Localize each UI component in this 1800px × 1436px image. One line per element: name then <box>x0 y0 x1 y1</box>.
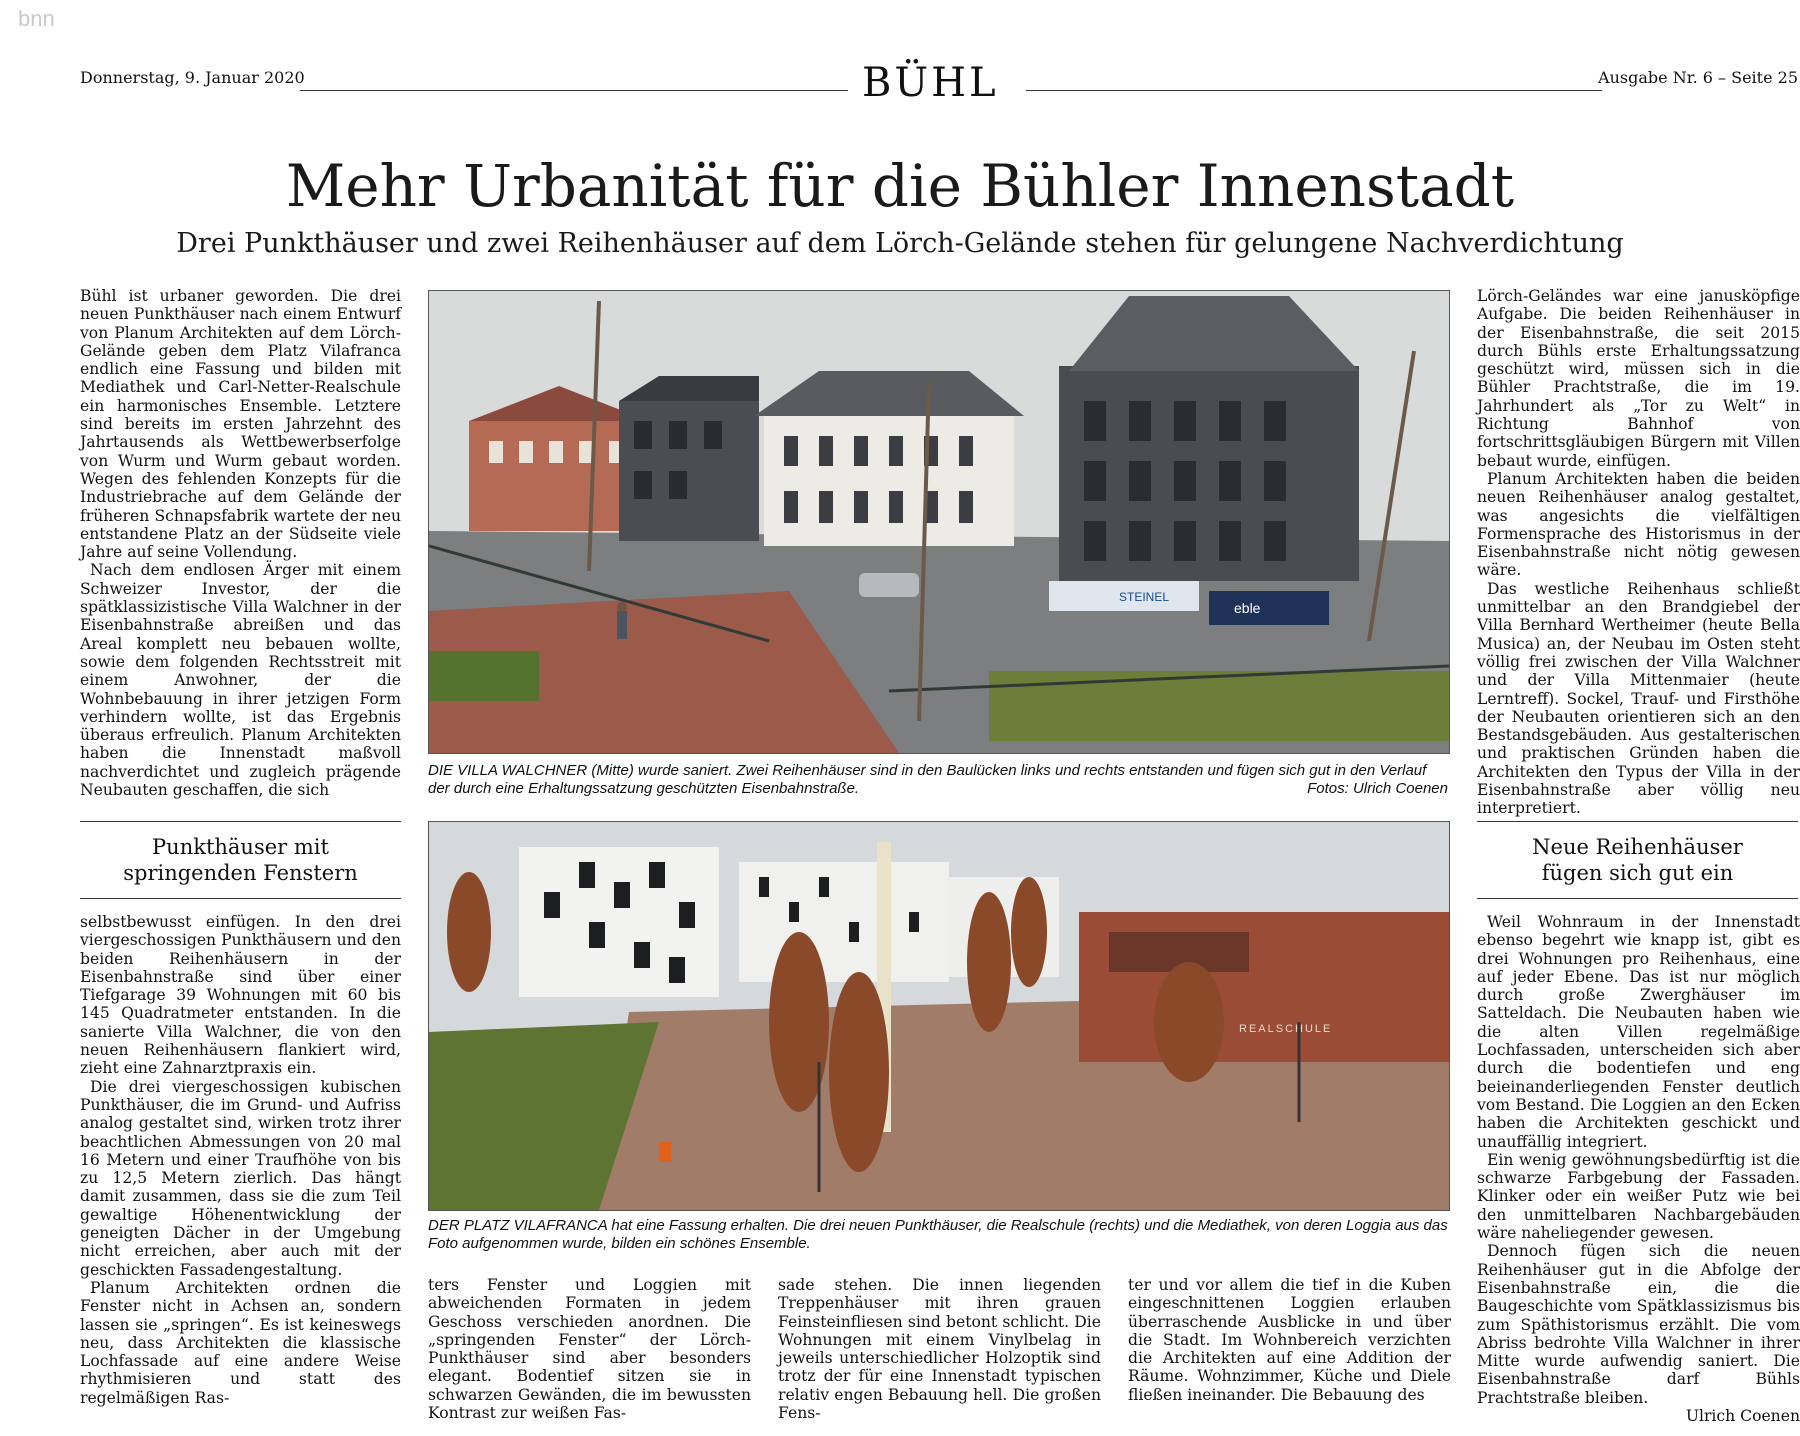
paragraph: Weil Wohnraum in der Innenstadt ebenso begehrt wie knapp ist, gibt es drei Wohnungen pro Reihenhaus, eine auf jeder Ebene. Das ist nur möglich durch große Zwerghäuser im Satteldach. Die Neubauten haben wie die alten Villen regelmäßige Lochfassaden, unterscheiden sich aber durch die bodentiefen und eng beieinanderliegenden Fenster deutlich vom Bestand. Die Loggien an den Ecken haben die Architekten geschickt und unauffällig integriert. <box>1477 913 1800 1151</box>
subheading-reihenhaeuser <box>1477 821 1798 899</box>
section-title: BÜHL <box>862 60 999 106</box>
subheading-line: Punkthäuser mit <box>152 835 329 859</box>
subheading-line: fügen sich gut ein <box>1541 861 1734 885</box>
photo-platz-vilafranca-caption: DER PLATZ VILAFRANCA hat eine Fassung erhalten. Die drei neuen Punkthäuser, die Realschule (rechts) und die Mediathek, von deren Loggia aus das Foto aufgenommen wurde, bilden ein schönes Ensemble. <box>428 1217 1448 1252</box>
photo-platz-vilafranca <box>428 821 1450 1211</box>
issue-number: Ausgabe Nr. 6 – Seite 25 <box>1598 68 1798 87</box>
paragraph: Bühl ist urbaner geworden. Die drei neuen Punkthäuser nach einem Entwurf von Planum Architekten auf dem Lörch-Gelände geben dem Platz Vilafranca endlich eine Fassung und bilden mit Mediathek und Carl-Netter-Realschule ein harmonisches Ensemble. Letztere sind bereits im ersten Jahrzehnt des Jahrtausends als Wettbewerbserfolge von Wurm und Wurm gebaut worden. Wegen des fehlenden Konzepts für die Industriebrache auf dem Gelände der früheren Schnapsfabrik wartete der neu entstandene Platz an der Südseite viele Jahre auf seine Vollendung. <box>80 287 401 562</box>
photo-villa-walchner-image <box>429 291 1449 753</box>
paragraph: Nach dem endlosen Ärger mit einem Schweizer Investor, der die spätklassizistische Villa Walchner in der Eisenbahnstraße abreißen und das Areal komplett neu bebauen wollte, sowie dem folgenden Rechtsstreit mit einem Anwohner, der die Wohnbebauung in ihrer jetzigen Form verhindern wollte, ist das Ergebnis überaus erfreulich. Planum Architekten haben die Innenstadt maßvoll nachverdichtet und zugleich prägende Neubauten geschaffen, die sich <box>80 561 401 800</box>
photo-sign-realschule: REALSCHULE <box>1239 1023 1333 1035</box>
photo-sign-steinel: STEINEL <box>1119 590 1170 604</box>
paragraph: Ein wenig gewöhnungsbedürftig ist die schwarze Farbgebung der Fassaden. Klinker oder ein weißer Putz wie bei den unmittelbaren Nachbargebäuden wäre naheliegender gewesen. <box>1477 1150 1800 1243</box>
paragraph: sade stehen. Die innen liegenden Treppenhäuser mit ihren grauen Feinsteinfliesen sind betont schlicht. Die Wohnungen mit einem Vinylbelag in jeweils unterschiedlicher Holzoptik sind trotz der für eine Innenstadt typischen relativ engen Bebauung hell. Die großen Fens- <box>778 1276 1101 1423</box>
subheading-line: Neue Reihenhäuser <box>1532 835 1743 859</box>
paragraph: Lörch-Geländes war eine janusköpfige Aufgabe. Die beiden Reihenhäuser in der Eisenbahnstraße, die seit 2015 durch Bühls erste Erhaltungssatzung geschützt wird, müssen sich in die Bühler Prachtstraße, die im 19. Jahrhundert als „Tor zu Welt“ in Richtung Bahnhof von fortschrittsgläubigen Bürgern mit Villen bebaut wurde, einfügen. <box>1477 287 1800 470</box>
photo-villa-walchner <box>428 290 1450 754</box>
photo-sign-eble: eble <box>1234 600 1261 616</box>
article-column-4 <box>1128 1276 1451 1404</box>
photo-villa-walchner-caption <box>428 762 1448 798</box>
paragraph: ters Fenster und Loggien mit abweichenden Formaten in jedem Geschoss verschieden anordnen. Die „springenden Fenster“ der Lörch-Punkthäuser sind aber besonders elegant. Bodentief sitzen sie in schwarzen Gewänden, die im bewussten Kontrast zur weißen Fas- <box>428 1276 751 1423</box>
author-byline: Ulrich Coenen <box>1685 1407 1800 1426</box>
caption-text: DIE VILLA WALCHNER (Mitte) wurde saniert. Zwei Reihenhäuser sind in den Baulücken links und rechts entstanden und fügen sich gut in den Verlauf der durch eine Erhaltungssatzung geschützten Eisenbahnstraße. <box>428 762 1427 797</box>
paragraph: Planum Architekten haben die beiden neuen Reihenhäuser analog gestaltet, was angesichts die vielfältigen Formensprache des Historismus in der Eisenbahnstraße nicht nötig gewesen wäre. <box>1477 469 1800 580</box>
paragraph: Das westliche Reihenhaus schließt unmittelbar an den Brandgiebel der Villa Bernhard Wertheimer (heute Bella Musica) an, der Neubau im Osten steht völlig frei zwischen der Villa Walchner und der Villa Mittenmaier (heute Lerntreff). Sockel, Trauf- und Firsthöhe der Neubauten orientieren sich an den Bestandsgebäuden. Aus gestalterischen und praktischen Gründen haben die Architekten den Typus der Villa in der Eisenbahnstraße aber völlig neu interpretiert. <box>1477 579 1800 818</box>
subheadline: Drei Punkthäuser und zwei Reihenhäuser auf dem Lörch-Gelände stehen für gelungene Nachverdichtung <box>176 228 1624 259</box>
paragraph: selbstbewusst einfügen. In den drei viergeschossigen Punkthäusern und den beiden Reihenhäusern in der Eisenbahnstraße sind über einer Tiefgarage 39 Wohnungen mit 60 bis 145 Quadratmeter entstanden. In die sanierte Villa Walchner, die von den neuen Reihenhäusern flankiert wird, zieht eine Zahnarztpraxis ein. <box>80 913 401 1078</box>
header-rule-left <box>300 90 848 91</box>
headline: Mehr Urbanität für die Bühler Innenstadt <box>285 152 1515 220</box>
subheading-punkthaeuser <box>80 821 401 899</box>
paragraph: Dennoch fügen sich die neuen Reihenhäuser gut in die Abfolge der Eisenbahnstraße ein, die die Baugeschichte vom Spätklassizismus bis zum Späthistorismus erzählt. Die vom Abriss bedrohte Villa Walchner in ihrer Mitte wurde aufwendig saniert. Die Eisenbahnstraße darf Bühls Prachtstraße bleiben. <box>1477 1242 1800 1407</box>
article-column-1-top <box>80 287 401 799</box>
subheading-line: springenden Fenstern <box>123 861 358 885</box>
issue-date: Donnerstag, 9. Januar 2020 <box>80 68 305 87</box>
paragraph: Die drei viergeschossigen kubischen Punkthäuser, die im Grund- und Aufriss analog gestaltet sind, wirken trotz ihrer beachtlichen Abmessungen von 20 mal 16 Metern und einer Traufhöhe von bis zu 12,5 Metern zierlich. Das hängt damit zusammen, dass sie die zum Teil gewaltige Höhenentwicklung der geneigten Dächer in der Umgebung nicht erreichen, aber auch mit der geschickten Fassadengestaltung. <box>80 1077 401 1279</box>
photo-platz-vilafranca-image <box>429 822 1449 1210</box>
paragraph: ter und vor allem die tief in die Kuben eingeschnittenen Loggien erlauben überraschende Ausblicke in und über die Stadt. Im Wohnbereich verzichten die Architekten auf eine Addition der Räume. Wohnzimmer, Küche und Diele fließen ineinander. Die Bebauung des <box>1128 1276 1451 1404</box>
watermark: bnn <box>18 6 55 31</box>
article-column-2 <box>428 1276 751 1422</box>
article-column-5-top <box>1477 287 1800 818</box>
photo-credit: Fotos: Ulrich Coenen <box>1307 780 1448 797</box>
article-column-5-bottom <box>1477 913 1800 1425</box>
header-rule-right <box>1026 90 1602 91</box>
paragraph: Planum Architekten ordnen die Fenster nicht in Achsen an, sondern lassen sie „springen“. Es ist keineswegs neu, dass Architekten die klassische Lochfassade auf eine andere Weise rhythmisieren und statt des regelmäßigen Ras- <box>80 1278 401 1407</box>
article-column-1-bottom <box>80 913 401 1407</box>
article-column-3 <box>778 1276 1101 1422</box>
